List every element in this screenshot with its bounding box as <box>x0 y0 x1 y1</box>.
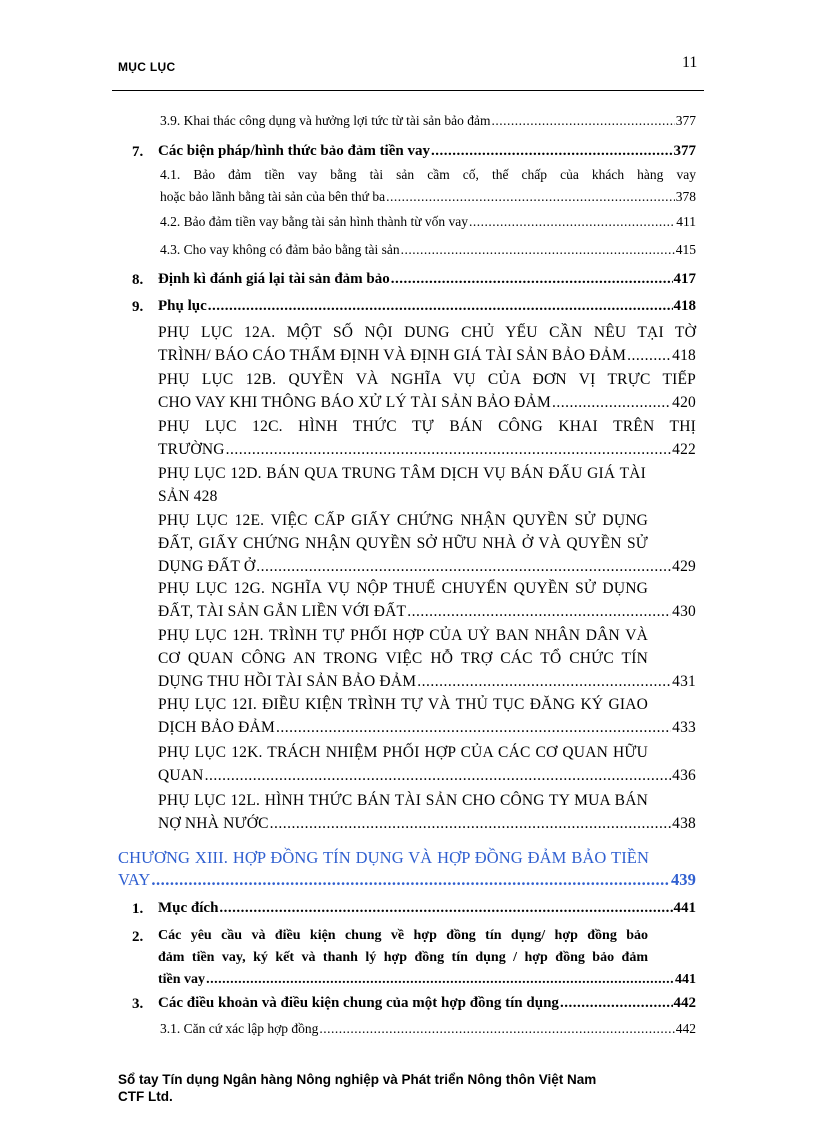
section-number: 7. <box>132 144 144 160</box>
toc-entry-appendix-12i[interactable] <box>158 693 696 739</box>
running-header-title: MỤC LỤC <box>118 60 176 74</box>
toc-entry-text-line2: ĐẤT, TÀI SẢN GẮN LIỀN VỚI ĐẤT <box>158 603 407 620</box>
toc-page-number: 438 <box>672 815 696 832</box>
dot-leader <box>386 186 675 208</box>
toc-page-number: 411 <box>676 214 696 229</box>
dot-leader <box>492 110 675 132</box>
section-number: 8. <box>132 272 144 288</box>
toc-page-number: 418 <box>673 298 696 314</box>
toc-entry-chapter-13[interactable] <box>118 847 696 891</box>
dot-leader <box>206 969 674 991</box>
footer-book-title: Sổ tay Tín dụng Ngân hàng Nông nghiệp và Phát triển Nông thôn Việt Nam <box>118 1072 597 1087</box>
dot-leader <box>417 670 671 693</box>
toc-entry-text: Các biện pháp/hình thức bảo đảm tiền vay <box>158 143 430 159</box>
dot-leader <box>560 992 673 1015</box>
dot-leader <box>205 764 672 787</box>
toc-entry-text-line1: PHỤ LỤC 12A. MỘT SỐ NỘI DUNG CHỦ YẾU CẦN NÊU TẠI TỜ <box>158 324 696 341</box>
toc-entry-text: Các điều khoản và điều kiện chung của một hợp đồng tín dụng <box>158 995 559 1011</box>
toc-entry-appendix-12k[interactable] <box>158 741 696 787</box>
toc-entry-appendix-12h[interactable] <box>158 624 696 693</box>
dot-leader <box>151 869 670 891</box>
header-rule <box>112 90 704 91</box>
toc-page-number: 441 <box>673 900 696 916</box>
toc-entry-text-line1: PHỤ LỤC 12B. QUYỀN VÀ NGHĨA VỤ CỦA ĐƠN VỊ TRỰC TIẾP <box>158 371 696 388</box>
toc-entry-text-line1: PHỤ LỤC 12D. BÁN QUA TRUNG TÂM DỊCH VỤ BÁN ĐẤU GIÁ TÀI <box>158 465 646 482</box>
toc-entry-text-line2: CHO VAY KHI THÔNG BÁO XỬ LÝ TÀI SẢN BẢO ĐẢM <box>158 394 551 411</box>
toc-page-number: 433 <box>672 719 696 736</box>
toc-entry-text-line1: CHƯƠNG XIII. HỢP ĐỒNG TÍN DỤNG VÀ HỢP ĐỒNG ĐẢM BẢO TIỀN <box>118 848 649 867</box>
toc-entry-4-2[interactable] <box>160 211 696 233</box>
toc-entry-text-line1: PHỤ LỤC 12C. HÌNH THỨC TỰ BÁN CÔNG KHAI TRÊN THỊ <box>158 418 696 435</box>
toc-entry-4-1[interactable] <box>160 164 696 208</box>
toc-entry-text-line3: DỤNG THU HỒI TÀI SẢN BẢO ĐẢM <box>158 673 417 690</box>
toc-entry-appendix-12g[interactable] <box>158 577 696 623</box>
toc-entry-text-line3: tiền vay <box>158 972 206 987</box>
toc-page-number: 378 <box>675 189 696 204</box>
dot-leader <box>431 140 673 163</box>
toc-entry-text: 3.1. Căn cứ xác lập hợp đồng <box>160 1021 319 1036</box>
toc-entry-appendix-12c[interactable] <box>158 415 696 461</box>
toc-page-number: 422 <box>672 441 696 458</box>
toc-entry-3[interactable] <box>158 992 696 1015</box>
toc-entry-3-1[interactable] <box>160 1018 696 1040</box>
toc-page-number: 377 <box>675 113 696 128</box>
toc-entry-4-3[interactable] <box>160 239 696 261</box>
toc-page-number: 415 <box>675 242 696 257</box>
toc-entry-text-line1: PHỤ LỤC 12I. ĐIỀU KIỆN TRÌNH TỰ VÀ THỦ TỤC ĐĂNG KÝ GIAO <box>158 696 648 713</box>
dot-leader <box>391 268 673 291</box>
toc-entry-1[interactable] <box>158 897 696 920</box>
toc-entry-text-line1: 4.1. Bảo đảm tiền vay bằng tài sản cầm cố, thế chấp của khách hàng vay <box>160 167 696 182</box>
dot-leader <box>401 239 675 261</box>
toc-entry-text: 3.9. Khai thác công dụng và hưởng lợi tức từ tài sản bảo đảm <box>160 113 491 128</box>
section-number: 2. <box>132 929 144 945</box>
toc-entry-text-line2: đảm tiền vay, ký kết và thanh lý hợp đồng tín dụng / hợp đồng bảo đảm <box>158 950 648 965</box>
toc-entry-text-line2: hoặc bảo lãnh bằng tài sản của bên thứ ba <box>160 189 386 204</box>
toc-entry-text: Mục đích <box>158 900 219 916</box>
dot-leader <box>407 600 671 623</box>
toc-page-number: 442 <box>675 1021 696 1036</box>
toc-entry-appendix-12d[interactable] <box>158 462 696 508</box>
dot-leader <box>552 391 671 414</box>
dot-leader <box>627 344 671 367</box>
toc-entry-appendix-12e[interactable] <box>158 509 696 578</box>
toc-entry-text-line1: PHỤ LỤC 12G. NGHĨA VỤ NỘP THUẾ CHUYỂN QUYỀN SỬ DỤNG <box>158 580 648 597</box>
toc-entry-text-line1: Các yêu cầu và điều kiện chung về hợp đồng tín dụng/ hợp đồng bảo <box>158 928 648 943</box>
toc-entry-text-line2: SẢN 428 <box>158 488 218 505</box>
toc-entry-text: 4.2. Bảo đảm tiền vay bằng tài sản hình thành từ vốn vay <box>160 214 469 229</box>
dot-leader <box>208 295 673 318</box>
section-number: 9. <box>132 299 144 315</box>
toc-entry-appendix-12l[interactable] <box>158 789 696 835</box>
toc-entry-text-line1: PHỤ LỤC 12H. TRÌNH TỰ PHỐI HỢP CỦA UỶ BAN NHÂN DÂN VÀ <box>158 627 648 644</box>
toc-entry-appendix-12b[interactable] <box>158 368 696 414</box>
toc-entry-appendix-12a[interactable] <box>158 321 696 367</box>
toc-page-number: 431 <box>672 673 696 690</box>
dot-leader <box>469 211 675 233</box>
toc-entry-text-line2: CƠ QUAN CÔNG AN TRONG VIỆC HỖ TRỢ CÁC TỔ CHỨC TÍN <box>158 650 648 667</box>
dot-leader <box>319 1018 674 1040</box>
toc-entry-text-line1: PHỤ LỤC 12L. HÌNH THỨC BÁN TÀI SẢN CHO CÔNG TY MUA BÁN <box>158 792 648 809</box>
toc-entry-text-line1: PHỤ LỤC 12K. TRÁCH NHIỆM PHỐI HỢP CỦA CÁC CƠ QUAN HỮU <box>158 744 648 761</box>
toc-entry-text-line2: VAY <box>118 870 151 889</box>
toc-entry-text-line2: TRÌNH/ BÁO CÁO THẨM ĐỊNH VÀ ĐỊNH GIÁ TÀI SẢN BẢO ĐẢM <box>158 347 627 364</box>
dot-leader <box>270 812 671 835</box>
toc-page-number: 429 <box>672 558 696 575</box>
dot-leader <box>219 897 672 920</box>
page-number: 11 <box>682 54 698 71</box>
section-number: 3. <box>132 996 144 1012</box>
toc-page-number: 442 <box>673 995 696 1011</box>
section-number: 1. <box>132 901 144 917</box>
toc-entry-text-line2: NỢ NHÀ NƯỚC <box>158 815 269 832</box>
toc-entry-text-line2: QUAN <box>158 767 204 784</box>
toc-entry-text: Phụ lục <box>158 298 207 314</box>
toc-page-number: 418 <box>672 347 696 364</box>
toc-entry-text-line1: PHỤ LỤC 12E. VIỆC CẤP GIẤY CHỨNG NHẬN QUYỀN SỬ DỤNG <box>158 512 648 529</box>
toc-entry-text-line2: DỊCH BẢO ĐẢM <box>158 719 275 736</box>
dot-leader <box>276 716 671 739</box>
dot-leader <box>226 438 672 461</box>
toc-page-number: 439 <box>670 870 696 889</box>
toc-entry-text: Định kì đánh giá lại tài sản đảm bảo <box>158 271 390 287</box>
toc-page-number: 441 <box>675 972 696 987</box>
toc-page-number: 420 <box>672 394 696 411</box>
toc-entry-text-line3: DỤNG ĐẤT Ở <box>158 558 256 575</box>
toc-page-number: 417 <box>673 271 696 287</box>
toc-entry-3-9[interactable] <box>160 110 696 132</box>
toc-entry-8[interactable] <box>158 268 696 291</box>
dot-leader <box>256 555 671 578</box>
toc-entry-text-line2: ĐẤT, GIẤY CHỨNG NHẬN QUYỀN SỞ HỮU NHÀ Ở VÀ QUYỀN SỬ <box>158 535 648 552</box>
toc-entry-7[interactable] <box>158 140 696 163</box>
toc-page-number: 377 <box>673 143 696 159</box>
toc-page-number: 430 <box>672 603 696 620</box>
toc-page-number: 436 <box>672 767 696 784</box>
toc-entry-text: 4.3. Cho vay không có đảm bảo bằng tài sản <box>160 242 400 257</box>
toc-entry-2[interactable] <box>158 925 696 991</box>
toc-entry-text-line2: TRƯỜNG <box>158 441 225 458</box>
footer-publisher: CTF Ltd. <box>118 1089 173 1104</box>
toc-entry-9[interactable] <box>158 295 696 318</box>
